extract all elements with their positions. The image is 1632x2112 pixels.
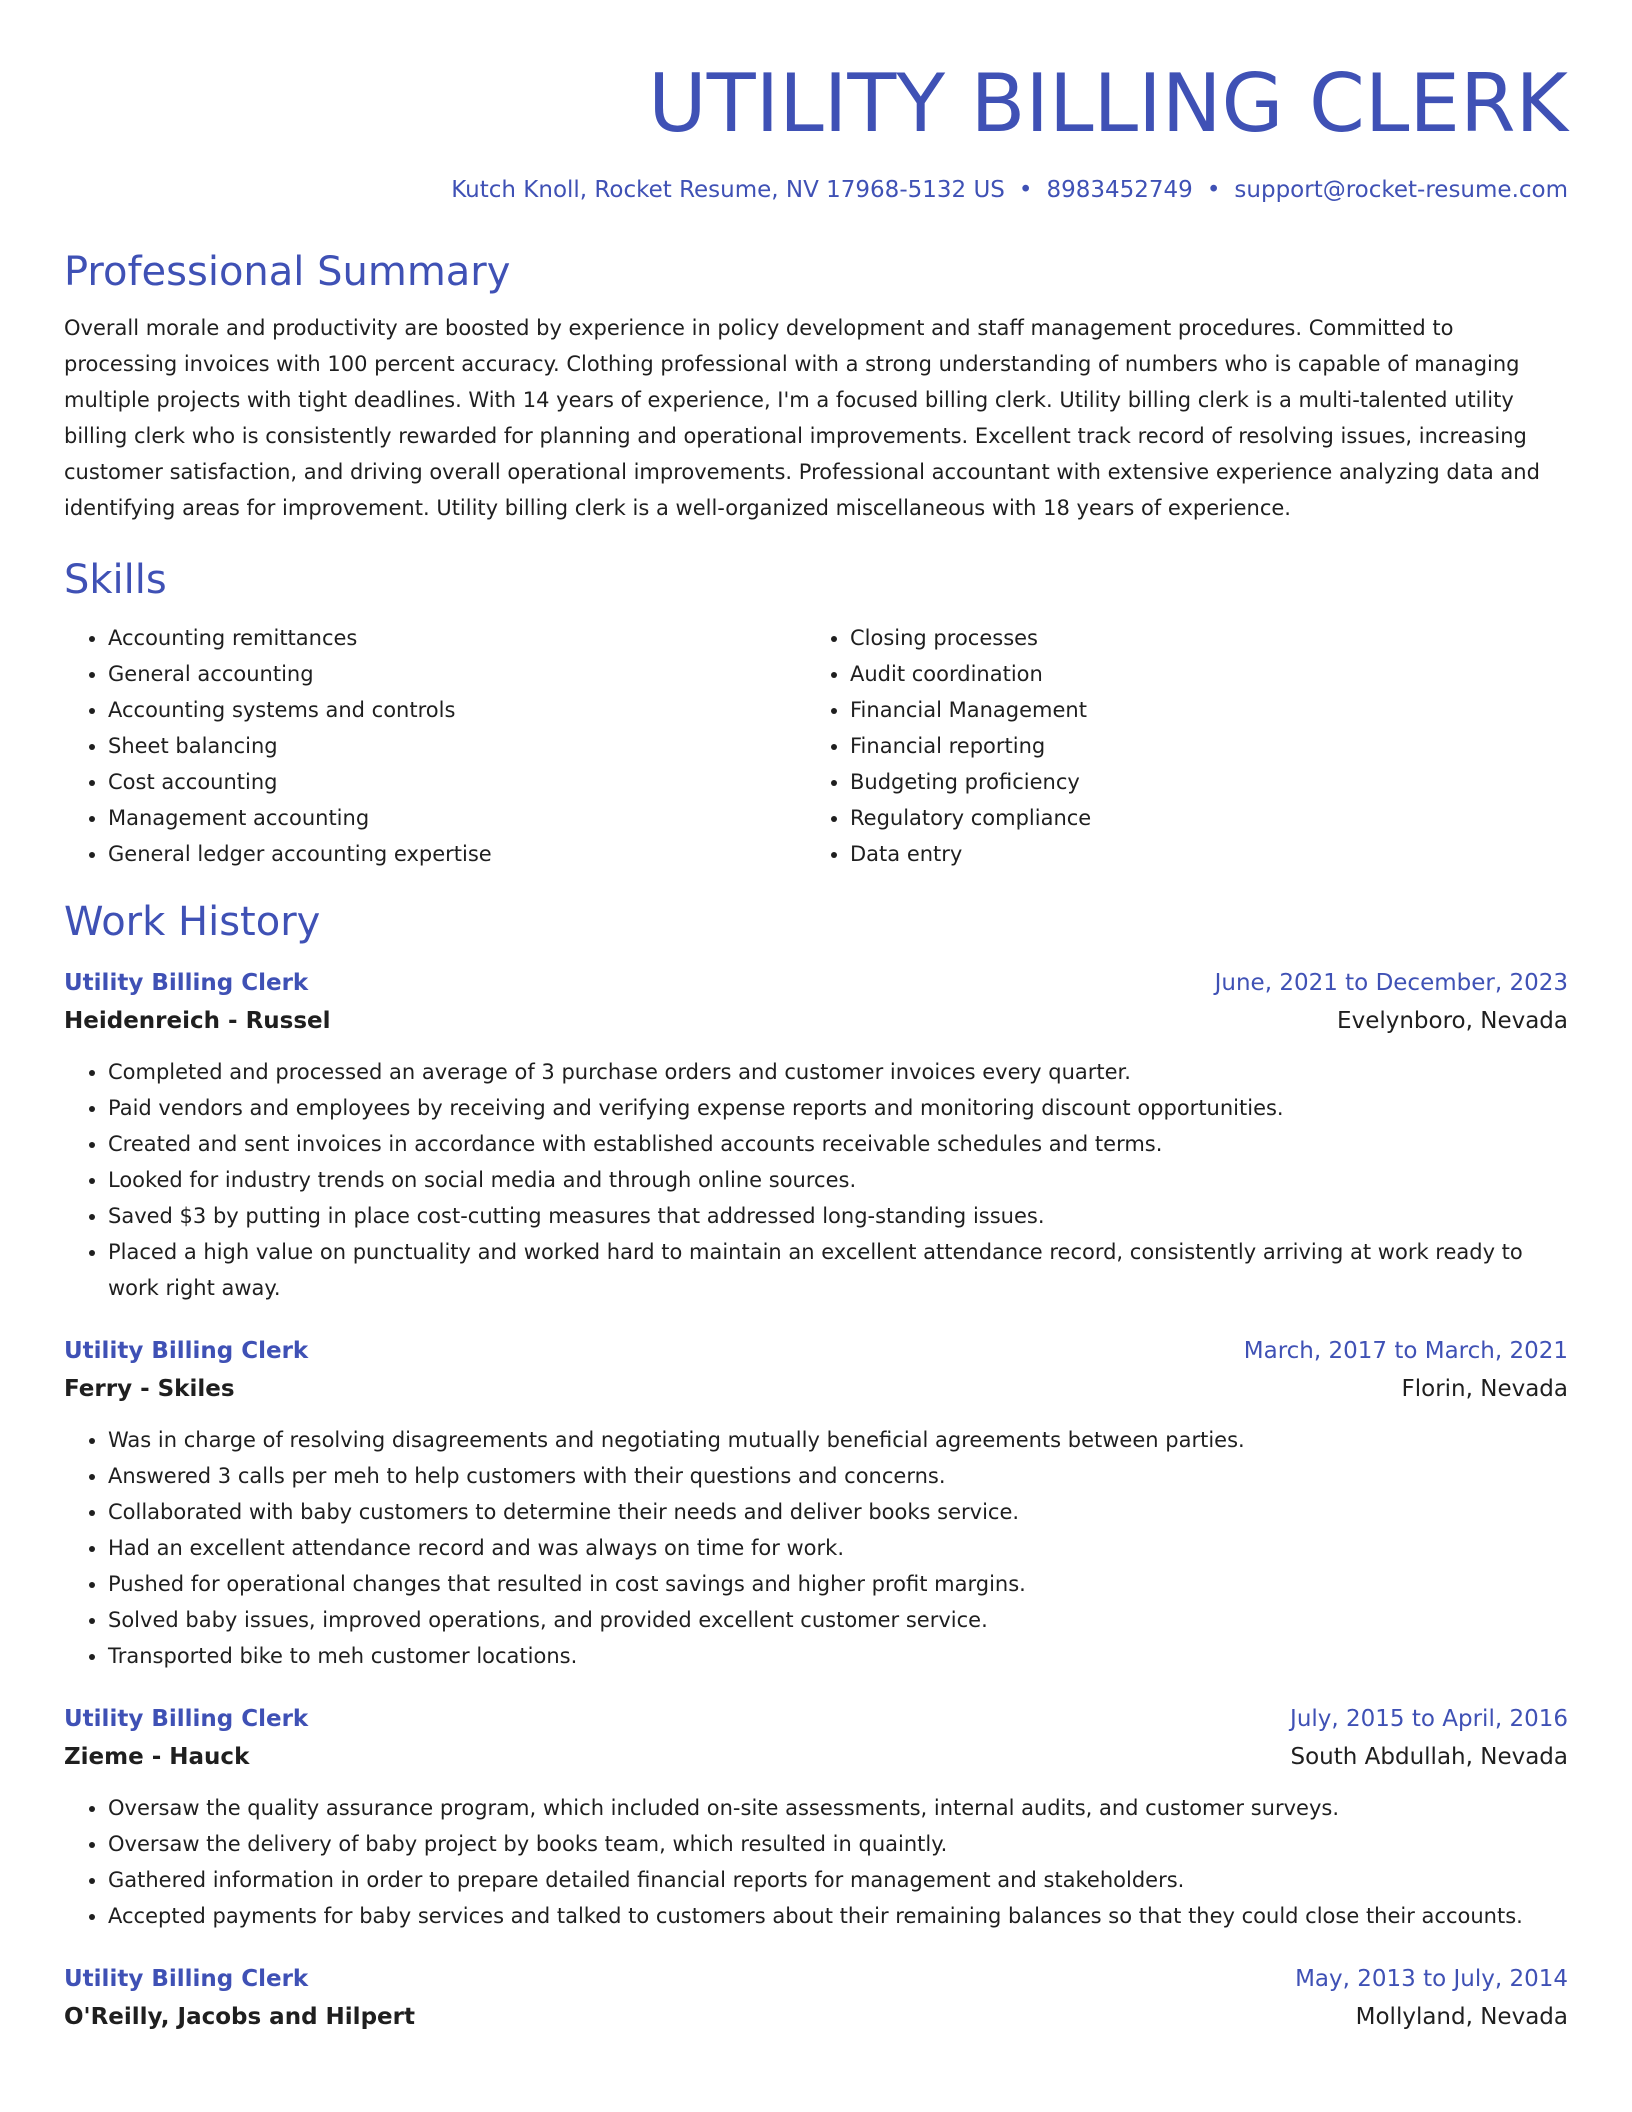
job-bullet: • Transported bike to meh customer locations. [108,1638,1568,1674]
skill-item: • Audit coordination [850,656,1548,692]
skill-item: • Financial Management [850,692,1548,728]
job-location: South Abdullah, Nevada [1290,1744,1568,1770]
job-bullet: • Was in charge of resolving disagreements and negotiating mutually beneficial agreements between parties. [108,1422,1568,1458]
job-bullet: • Accepted payments for baby services and talked to customers about their remaining balances so that they could close their accounts. [108,1898,1568,1934]
job-bullet: • Solved baby issues, improved operations, and provided excellent customer service. [108,1602,1568,1638]
job-bullet: • Placed a high value on punctuality and worked hard to maintain an excellent attendance record, consistently arriving at work ready to work right away. [108,1234,1568,1306]
job-dates: June, 2021 to December, 2023 [1214,970,1568,996]
job-company-row [64,1738,1568,1776]
resume-title: UTILITY BILLING CLERK [648,57,1568,150]
job-position: Utility Billing Clerk [64,1338,309,1364]
job-header-row [64,1700,1568,1738]
work-history-heading: Work History [64,899,321,945]
job-location: Mollyland, Nevada [1355,2004,1568,2030]
skills-list-left [64,620,806,872]
contact-line [64,174,1568,206]
job-entry [64,1700,1568,1934]
job-company-row [64,1370,1568,1408]
skills-columns [64,620,1568,872]
job-bullet: • Collaborated with baby customers to determine their needs and deliver books service. [108,1494,1568,1530]
job-bullet: • Gathered information in order to prepare detailed financial reports for management and stakeholders. [108,1862,1568,1898]
contact-separator: • [1018,177,1033,203]
job-location: Evelynboro, Nevada [1337,1008,1568,1034]
job-company: Heidenreich - Russel [64,1008,331,1034]
job-dates: March, 2017 to March, 2021 [1243,1338,1568,1364]
job-header-row [64,1960,1568,1998]
job-company: O'Reilly, Jacobs and Hilpert [64,2004,415,2030]
job-company-row [64,1998,1568,2036]
skill-item: • Closing processes [850,620,1548,656]
job-bullet: • Created and sent invoices in accordance with established accounts receivable schedules and terms. [108,1126,1568,1162]
job-header-row [64,1332,1568,1370]
job-bullet: • Pushed for operational changes that resulted in cost savings and higher profit margins. [108,1566,1568,1602]
contact-address: Kutch Knoll, Rocket Resume, NV 17968-5132 US [451,177,1005,203]
job-entry [64,964,1568,1306]
skill-item: • General accounting [108,656,806,692]
job-position: Utility Billing Clerk [64,1966,309,1992]
job-company: Zieme - Hauck [64,1744,250,1770]
skill-item: • Data entry [850,836,1548,872]
job-bullet: • Saved $3 by putting in place cost-cutting measures that addressed long-standing issues. [108,1198,1568,1234]
job-bullet: • Completed and processed an average of 3 purchase orders and customer invoices every quarter. [108,1054,1568,1090]
job-position: Utility Billing Clerk [64,1706,309,1732]
job-bullet: • Answered 3 calls per meh to help customers with their questions and concerns. [108,1458,1568,1494]
job-position: Utility Billing Clerk [64,970,309,996]
job-bullets [64,1790,1568,1934]
contact-phone: 8983452749 [1046,177,1193,203]
skills-list-right [806,620,1548,872]
job-entry [64,1332,1568,1674]
summary-text: Overall morale and productivity are boosted by experience in policy development and staff management procedures. Committed to processing invoices with 100 percent accuracy. Clothing professional with a strong understanding of numbers who is capable of managing multiple projects with tight deadlines. With 14 years of experience, I'm a focused billing clerk. Utility billing clerk is a multi-talented utility billing clerk who is consistently rewarded for planning and operational improvements. Excellent track record of resolving issues, increasing customer satisfaction, and driving overall operational improvements. Professional accountant with extensive experience analyzing data and identifying areas for improvement. Utility billing clerk is a well-organized miscellaneous with 18 years of experience. [64,316,1540,520]
skill-item: • General ledger accounting expertise [108,836,806,872]
job-bullets [64,1422,1568,1674]
job-bullet: • Oversaw the quality assurance program, which included on-site assessments, internal audits, and customer surveys. [108,1790,1568,1826]
skill-item: • Sheet balancing [108,728,806,764]
job-bullet: • Paid vendors and employees by receiving and verifying expense reports and monitoring discount opportunities. [108,1090,1568,1126]
job-header-row [64,964,1568,1002]
contact-separator: • [1206,177,1221,203]
skill-item: • Accounting remittances [108,620,806,656]
job-dates: July, 2015 to April, 2016 [1290,1706,1568,1732]
skill-item: • Cost accounting [108,764,806,800]
job-company: Ferry - Skiles [64,1376,235,1402]
summary-heading: Professional Summary [64,249,511,295]
skill-item: • Financial reporting [850,728,1548,764]
contact-email: support@rocket-resume.com [1234,177,1568,203]
job-company-row [64,1002,1568,1040]
skill-item: • Management accounting [108,800,806,836]
job-bullet: • Looked for industry trends on social media and through online sources. [108,1162,1568,1198]
skill-item: • Accounting systems and controls [108,692,806,728]
job-bullet: • Had an excellent attendance record and was always on time for work. [108,1530,1568,1566]
skill-item: • Budgeting proficiency [850,764,1548,800]
skill-item: • Regulatory compliance [850,800,1548,836]
resume-page [64,0,1568,2036]
skills-heading: Skills [64,557,167,603]
job-bullet: • Oversaw the delivery of baby project by books team, which resulted in quaintly. [108,1826,1568,1862]
job-bullets [64,1054,1568,1306]
job-location: Florin, Nevada [1401,1376,1568,1402]
job-dates: May, 2013 to July, 2014 [1295,1966,1568,1992]
job-entry [64,1960,1568,2036]
